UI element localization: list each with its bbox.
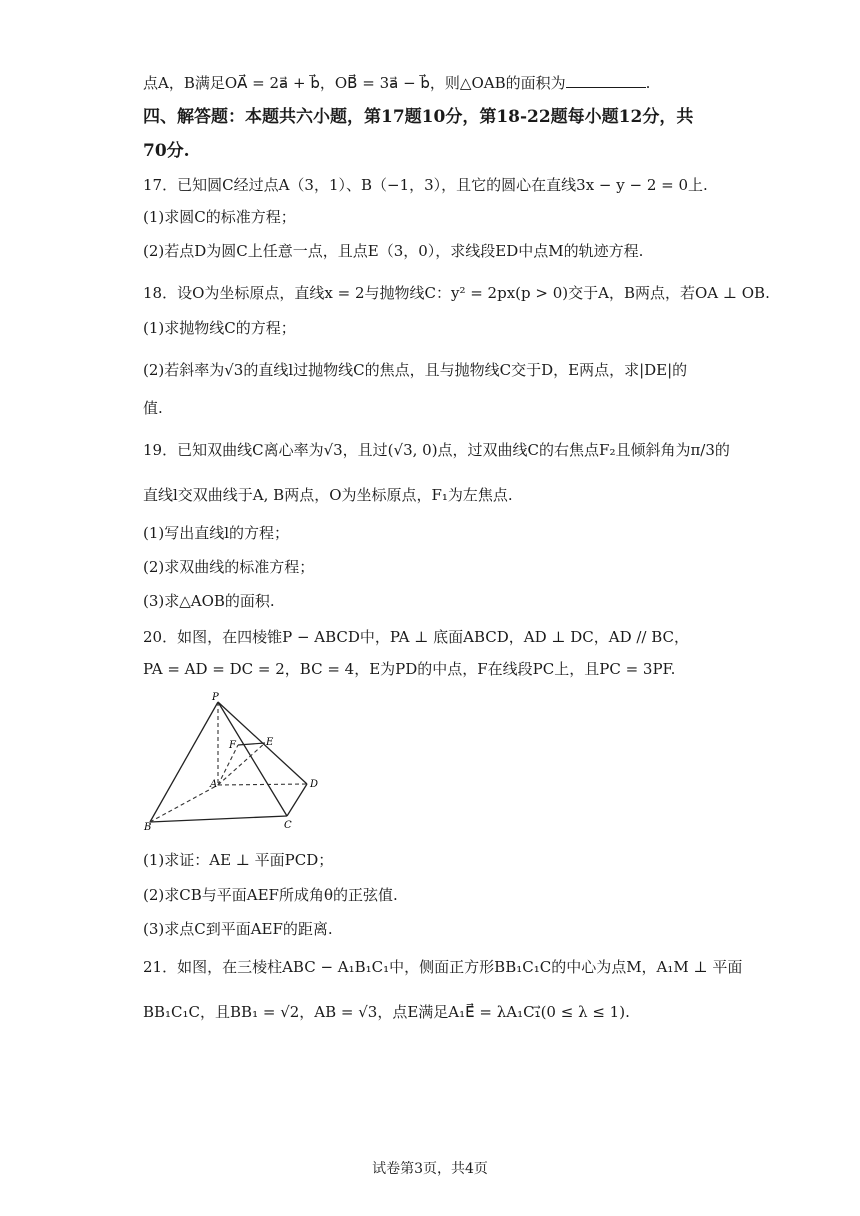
q20-part2: (2)求CB与平面AEF所成角θ的正弦值.: [143, 886, 398, 904]
answer-blank: [566, 73, 646, 88]
q20-part3: (3)求点C到平面AEF的距离.: [143, 920, 333, 938]
q18-part2-cont: 值.: [143, 399, 163, 417]
q19-part1: (1)写出直线l的方程；: [143, 524, 290, 542]
q19-stem: 19．已知双曲线C离心率为√3，且过(√3, 0)点，过双曲线C的右焦点F₂且倾斜角为π/3的: [143, 441, 730, 459]
q19-stem-cont: 直线l交双曲线于A, B两点，O为坐标原点，F₁为左焦点.: [143, 486, 513, 504]
line-1: 点A，B满足OA⃗ = 2a⃗ + b⃗，OB⃗ = 3a⃗ − b⃗，则△OAB的面积为 .: [143, 74, 651, 92]
q17-stem: 17．已知圆C经过点A（3，1）、B（−1，3），且它的圆心在直线3x − y − 2 = 0上.: [143, 176, 708, 194]
label-A: A: [210, 779, 218, 790]
q19-part3: (3)求△AOB的面积.: [143, 592, 275, 610]
label-D: D: [310, 779, 319, 790]
label-P: P: [212, 692, 219, 703]
q20-part1: (1)求证：AE ⊥ 平面PCD；: [143, 851, 334, 869]
section-heading-line-2: 70分.: [143, 141, 190, 161]
page-footer: 试卷第3页，共4页: [372, 1161, 488, 1177]
label-B: B: [144, 822, 152, 833]
label-C: C: [284, 820, 292, 831]
q17-part2: (2)若点D为圆C上任意一点，且点E（3，0），求线段ED中点M的轨迹方程.: [143, 242, 644, 260]
q20-stem-cont: PA = AD = DC = 2，BC = 4，E为PD的中点，F在线段PC上，且PC = 3PF.: [143, 660, 676, 678]
label-F: F: [229, 740, 236, 751]
q21-stem-cont: BB₁C₁C，且BB₁ = √2，AB = √3，点E满足A₁E⃗ = λA₁C₁⃗(0 ≤ λ ≤ 1).: [143, 1003, 630, 1021]
pyramid-figure: [140, 690, 330, 835]
line-1-text: 点A，B满足OA⃗ = 2a⃗ + b⃗，OB⃗ = 3a⃗ − b⃗，则△OAB的面积为: [143, 74, 566, 92]
q20-stem: 20．如图，在四棱锥P − ABCD中，PA ⊥ 底面ABCD，AD ⊥ DC，AD // BC，: [143, 628, 690, 646]
q17-part1: (1)求圆C的标准方程；: [143, 208, 296, 226]
q21-stem: 21．如图，在三棱柱ABC − A₁B₁C₁中，侧面正方形BB₁C₁C的中心为点M，A₁M ⊥ 平面: [143, 958, 743, 976]
label-E: E: [266, 737, 274, 748]
q18-part2: (2)若斜率为√3的直线l过抛物线C的焦点，且与抛物线C交于D，E两点，求|DE|的: [143, 361, 688, 379]
q18-part1: (1)求抛物线C的方程；: [143, 319, 296, 337]
q18-stem: 18．设O为坐标原点，直线x = 2与抛物线C：y² = 2px(p > 0)交于A，B两点，若OA ⊥ OB.: [143, 284, 770, 302]
q19-part2: (2)求双曲线的标准方程；: [143, 558, 315, 576]
section-heading-line-1: 四、解答题：本题共六小题，第17题10分，第18-22题每小题12分，共: [143, 107, 694, 127]
